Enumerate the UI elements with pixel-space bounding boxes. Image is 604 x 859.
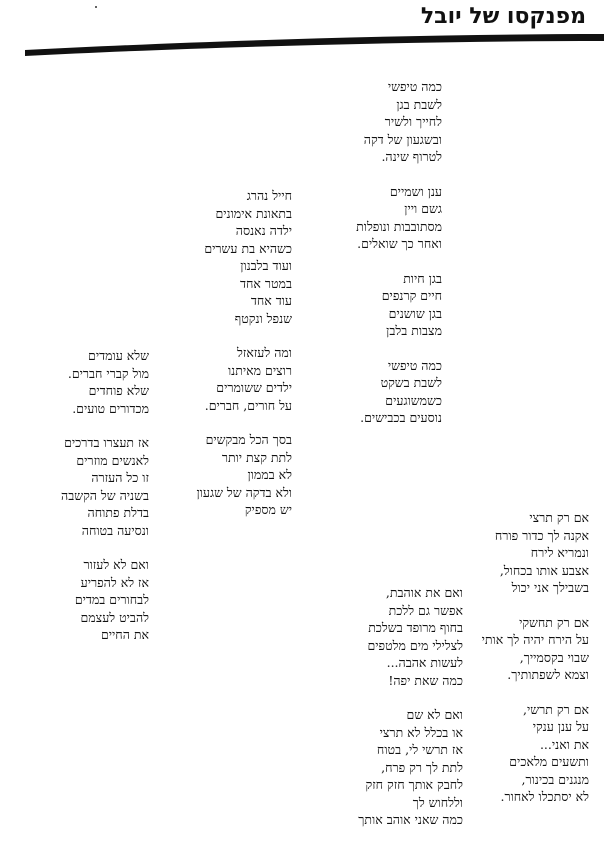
poem-line: לחבק אותך חזק חזק: [365, 777, 463, 792]
stanza: [356, 183, 442, 253]
poem-line: אז תרשי לי, בטוח: [376, 742, 463, 757]
poem-line: ולא בדקה של שגעון: [196, 484, 292, 500]
poem-center-bottom: [358, 584, 463, 829]
poem-left: [61, 347, 149, 644]
stanza: [482, 614, 589, 684]
poem-line: כשמשוגעים: [385, 392, 442, 408]
poem-line: כמה שאני אוהב אותך: [358, 812, 463, 827]
poem-line: לחייך ולשיר: [384, 114, 442, 129]
poem-line: בדלת פתוחה: [87, 505, 149, 520]
poem-line: אם רק תחשקי: [519, 614, 589, 630]
stanza: [482, 701, 589, 806]
poem-line: בשניה של הקשבה: [61, 487, 149, 503]
stanza: [356, 357, 442, 427]
poem-line: שבוי בקסמייך,: [519, 649, 589, 665]
poem-line: ונסיעה בטוחה: [81, 522, 149, 538]
poem-line: אצבע אותו בכחול,: [499, 562, 589, 578]
poem-line: לא בממון: [247, 467, 292, 482]
stanza: [61, 434, 149, 539]
stanza: [61, 556, 149, 644]
poem-line: לטרוף שינה.: [381, 149, 442, 164]
poem-line: במטר אחד: [239, 275, 292, 291]
poem-line: חייל נהרג: [246, 188, 292, 203]
poem-line: שלא פוחדים: [88, 383, 149, 398]
poem-line: ילדה נאנסה: [235, 223, 292, 238]
poem-line: על חורים, חברים.: [204, 397, 292, 413]
stanza: [196, 187, 292, 327]
poem-line: מכדורים טועים.: [72, 400, 149, 416]
poem-right-bottom: [482, 509, 589, 806]
poem-line: וללחוש לך: [412, 794, 463, 810]
stanza: [358, 706, 463, 829]
title-underline: [0, 30, 604, 56]
poem-line: ואחר כך שואלים.: [357, 236, 442, 251]
stanza: [356, 270, 442, 340]
poem-line: ובשגעון של דקה: [363, 131, 442, 147]
poem-line: לשבת בגן: [396, 96, 442, 112]
poem-line: להביט לעצמם: [80, 609, 149, 625]
poem-line: ומה לעזאזל: [236, 345, 292, 360]
poem-line: ונמריא לירח: [530, 545, 589, 560]
stanza: [61, 347, 149, 417]
poem-line: ילדים ששומרים: [216, 380, 292, 395]
stanza: [356, 78, 442, 166]
poem-line: בשבילך אני יכול: [511, 580, 589, 595]
poem-line: את ואני...: [539, 736, 589, 752]
poem-line: ואם את אוהבת,: [385, 585, 463, 600]
poem-line: אם רק תרצי: [529, 510, 589, 525]
stanza: [482, 509, 589, 597]
poem-line: לצלילי מים מלטפים: [367, 637, 463, 653]
poem-line: אקנה לך כדור פורח: [494, 527, 589, 543]
poem-line: ענן ושמיים: [389, 183, 442, 199]
poem-line: לתת קצת יותר: [221, 449, 292, 465]
poem-line: לבחורים במדים: [74, 592, 149, 607]
poem-line: לתת לך רק פרח,: [381, 759, 463, 775]
poem-middle: [196, 187, 292, 519]
poem-line: בתאונת אימונים: [215, 205, 292, 221]
poem-line: כשהיא בת עשרים: [204, 240, 292, 256]
poem-line: אז תעצרו בדרכים: [64, 435, 149, 450]
poem-line: חיים קרנפים: [381, 288, 442, 303]
poem-line: אם רק תרשי,: [523, 701, 589, 717]
page-title: מפנקסו של יובל: [420, 4, 586, 29]
poem-line: ואם לא לעזור: [83, 557, 149, 572]
poem-right-top: [356, 78, 442, 427]
poem-line: גשם ויין: [404, 201, 442, 216]
poem-line: נוסעים בכבישים.: [360, 410, 442, 425]
poem-line: אפשר גם ללכת: [388, 602, 463, 618]
poem-line: ועוד בלבנון: [240, 258, 292, 273]
stanza: [196, 431, 292, 519]
poem-line: וצמא לשפתותיך.: [507, 667, 589, 682]
poem-line: לשבת בשקט: [380, 375, 442, 390]
poem-line: את החיים: [100, 627, 149, 642]
poem-line: שנפל ונקטף: [234, 310, 292, 326]
stanza: [196, 344, 292, 414]
poem-line: לעשות אהבה...: [386, 655, 463, 670]
poem-line: בגן שושנים: [388, 305, 442, 321]
poem-line: ואם לא שם: [406, 707, 463, 722]
poem-line: מסתובבות ונופלות: [356, 218, 442, 234]
poem-line: בחוף מרופד בשלכת: [368, 620, 463, 635]
poem-line: רוצים מאיתנו: [227, 362, 292, 378]
poem-line: כמה טיפשי: [387, 79, 442, 94]
poem-line: לאנשים מוזרים: [76, 452, 149, 468]
poem-line: מול קברי חברים.: [67, 365, 149, 381]
poem-line: בסך הכל מבקשים: [205, 432, 292, 447]
poem-line: אז לא להפריע: [80, 574, 149, 590]
poem-line: לא יסתכלו לאחור.: [500, 789, 589, 804]
poem-line: כמה שאת יפה!: [388, 672, 463, 688]
poem-line: זו כל העזרה: [91, 470, 149, 485]
poem-line: שלא עומדים: [88, 348, 149, 363]
poem-line: או בכלל לא תרצי: [379, 724, 463, 740]
poem-line: על ענן ענקי: [532, 719, 589, 734]
poem-line: יש מספיק: [244, 502, 292, 517]
poem-line: מנגנים בכינור,: [521, 771, 589, 787]
poem-line: עוד אחד: [250, 293, 292, 308]
scan-speck: [95, 6, 97, 8]
poem-line: מצבות בלבן: [386, 323, 442, 338]
poem-line: על הירח יהיה לך אותי: [481, 632, 589, 647]
poem-line: ותשעים מלאכים: [509, 754, 589, 769]
poem-line: בגן חיות: [403, 270, 442, 286]
stanza: [358, 584, 463, 689]
poem-line: כמה טיפשי: [387, 357, 442, 373]
